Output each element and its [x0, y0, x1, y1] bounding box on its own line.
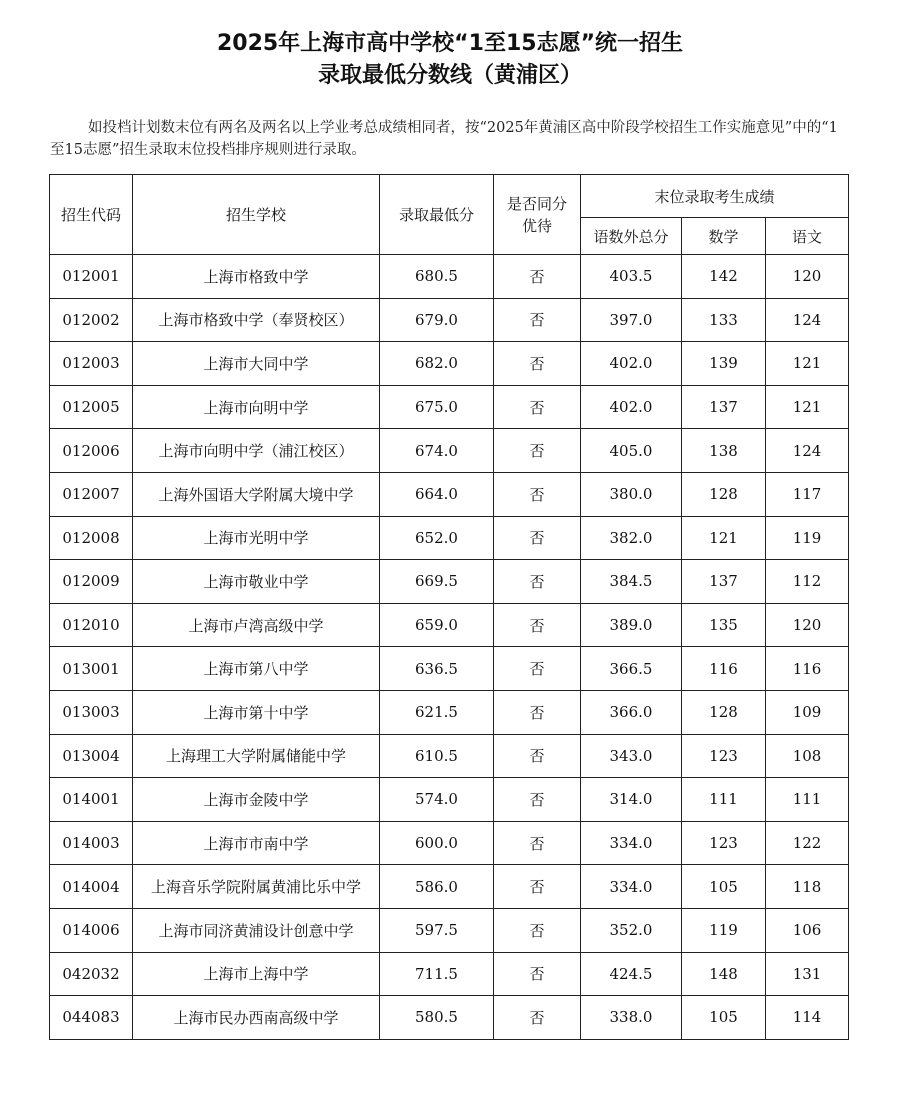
cell-school: 上海市第八中学 — [133, 647, 380, 691]
cell-code: 012007 — [50, 472, 133, 516]
cell-tie-priority: 否 — [494, 560, 581, 604]
cell-min-score: 669.5 — [380, 560, 494, 604]
cell-math: 123 — [682, 821, 766, 865]
table-row — [50, 560, 849, 604]
cell-min-score: 600.0 — [380, 821, 494, 865]
cell-min-score: 680.5 — [380, 255, 494, 299]
cell-chinese: 118 — [766, 865, 849, 909]
header-total3: 语数外总分 — [581, 218, 682, 255]
cell-chinese: 121 — [766, 342, 849, 386]
cell-code: 013004 — [50, 734, 133, 778]
table-row — [50, 385, 849, 429]
cell-math: 135 — [682, 603, 766, 647]
cell-tie-priority: 否 — [494, 778, 581, 822]
cell-code: 012010 — [50, 603, 133, 647]
cell-school: 上海音乐学院附属黄浦比乐中学 — [133, 865, 380, 909]
cell-min-score: 674.0 — [380, 429, 494, 473]
table-row — [50, 429, 849, 473]
cell-tie-priority: 否 — [494, 472, 581, 516]
cell-total3: 402.0 — [581, 342, 682, 386]
cell-tie-priority: 否 — [494, 821, 581, 865]
cell-school: 上海市光明中学 — [133, 516, 380, 560]
table-row — [50, 690, 849, 734]
cell-min-score: 636.5 — [380, 647, 494, 691]
table-row — [50, 472, 849, 516]
cell-tie-priority: 否 — [494, 734, 581, 778]
cell-min-score: 659.0 — [380, 603, 494, 647]
cell-total3: 343.0 — [581, 734, 682, 778]
cell-school: 上海市民办西南高级中学 — [133, 996, 380, 1040]
cell-total3: 366.5 — [581, 647, 682, 691]
cell-total3: 405.0 — [581, 429, 682, 473]
cell-chinese: 119 — [766, 516, 849, 560]
cell-total3: 402.0 — [581, 385, 682, 429]
header-min-score: 录取最低分 — [380, 175, 494, 255]
table-row — [50, 516, 849, 560]
cell-chinese: 106 — [766, 908, 849, 952]
admission-score-table — [49, 174, 849, 1040]
table-row — [50, 778, 849, 822]
table-row — [50, 255, 849, 299]
table-row — [50, 865, 849, 909]
cell-total3: 397.0 — [581, 298, 682, 342]
cell-min-score: 675.0 — [380, 385, 494, 429]
header-code: 招生代码 — [50, 175, 133, 255]
cell-code: 012008 — [50, 516, 133, 560]
cell-school: 上海理工大学附属储能中学 — [133, 734, 380, 778]
cell-chinese: 116 — [766, 647, 849, 691]
cell-code: 012006 — [50, 429, 133, 473]
cell-tie-priority: 否 — [494, 865, 581, 909]
cell-min-score: 574.0 — [380, 778, 494, 822]
cell-math: 105 — [682, 996, 766, 1040]
cell-code: 014006 — [50, 908, 133, 952]
cell-chinese: 117 — [766, 472, 849, 516]
cell-school: 上海市向明中学（浦江校区） — [133, 429, 380, 473]
cell-code: 012001 — [50, 255, 133, 299]
cell-tie-priority: 否 — [494, 516, 581, 560]
cell-code: 014001 — [50, 778, 133, 822]
header-chinese: 语文 — [766, 218, 849, 255]
cell-chinese: 131 — [766, 952, 849, 996]
cell-tie-priority: 否 — [494, 298, 581, 342]
cell-min-score: 711.5 — [380, 952, 494, 996]
cell-school: 上海市金陵中学 — [133, 778, 380, 822]
cell-chinese: 121 — [766, 385, 849, 429]
cell-tie-priority: 否 — [494, 908, 581, 952]
cell-code: 012002 — [50, 298, 133, 342]
cell-code: 042032 — [50, 952, 133, 996]
cell-tie-priority: 否 — [494, 690, 581, 734]
cell-math: 128 — [682, 690, 766, 734]
cell-total3: 314.0 — [581, 778, 682, 822]
cell-school: 上海市上海中学 — [133, 952, 380, 996]
table-row — [50, 603, 849, 647]
cell-chinese: 120 — [766, 255, 849, 299]
cell-chinese: 124 — [766, 429, 849, 473]
cell-math: 121 — [682, 516, 766, 560]
cell-chinese: 114 — [766, 996, 849, 1040]
cell-tie-priority: 否 — [494, 996, 581, 1040]
cell-tie-priority: 否 — [494, 342, 581, 386]
table-row — [50, 734, 849, 778]
cell-tie-priority: 否 — [494, 647, 581, 691]
cell-math: 137 — [682, 385, 766, 429]
cell-min-score: 682.0 — [380, 342, 494, 386]
cell-math: 119 — [682, 908, 766, 952]
header-math: 数学 — [682, 218, 766, 255]
cell-min-score: 679.0 — [380, 298, 494, 342]
cell-min-score: 621.5 — [380, 690, 494, 734]
table-row — [50, 821, 849, 865]
table-row — [50, 647, 849, 691]
cell-total3: 366.0 — [581, 690, 682, 734]
cell-chinese: 112 — [766, 560, 849, 604]
cell-math: 128 — [682, 472, 766, 516]
cell-school: 上海市敬业中学 — [133, 560, 380, 604]
cell-chinese: 124 — [766, 298, 849, 342]
cell-min-score: 586.0 — [380, 865, 494, 909]
cell-school: 上海外国语大学附属大境中学 — [133, 472, 380, 516]
cell-math: 123 — [682, 734, 766, 778]
cell-total3: 338.0 — [581, 996, 682, 1040]
cell-tie-priority: 否 — [494, 385, 581, 429]
cell-school: 上海市市南中学 — [133, 821, 380, 865]
cell-total3: 380.0 — [581, 472, 682, 516]
cell-total3: 384.5 — [581, 560, 682, 604]
cell-min-score: 580.5 — [380, 996, 494, 1040]
cell-school: 上海市格致中学 — [133, 255, 380, 299]
cell-math: 133 — [682, 298, 766, 342]
cell-chinese: 108 — [766, 734, 849, 778]
table-row — [50, 952, 849, 996]
cell-school: 上海市大同中学 — [133, 342, 380, 386]
cell-total3: 352.0 — [581, 908, 682, 952]
cell-code: 012003 — [50, 342, 133, 386]
cell-math: 111 — [682, 778, 766, 822]
cell-min-score: 652.0 — [380, 516, 494, 560]
table-row — [50, 996, 849, 1040]
header-school: 招生学校 — [133, 175, 380, 255]
cell-chinese: 122 — [766, 821, 849, 865]
cell-math: 139 — [682, 342, 766, 386]
cell-tie-priority: 否 — [494, 603, 581, 647]
header-last-admitted-scores: 末位录取考生成绩 — [581, 175, 849, 218]
document-title-line2: 录取最低分数线（黄浦区） — [317, 63, 582, 88]
cell-chinese: 109 — [766, 690, 849, 734]
cell-min-score: 597.5 — [380, 908, 494, 952]
cell-code: 044083 — [50, 996, 133, 1040]
cell-math: 105 — [682, 865, 766, 909]
cell-tie-priority: 否 — [494, 429, 581, 473]
table-body — [50, 255, 849, 1040]
table-row — [50, 908, 849, 952]
document-title-line1: 2025年上海市高中学校“1至15志愿”统一招生 — [216, 31, 684, 56]
cell-school: 上海市第十中学 — [133, 690, 380, 734]
cell-school: 上海市向明中学 — [133, 385, 380, 429]
cell-code: 012009 — [50, 560, 133, 604]
cell-code: 012005 — [50, 385, 133, 429]
cell-tie-priority: 否 — [494, 952, 581, 996]
cell-code: 014004 — [50, 865, 133, 909]
cell-total3: 334.0 — [581, 821, 682, 865]
header-tie-priority: 是否同分优待 — [494, 175, 581, 255]
cell-chinese: 120 — [766, 603, 849, 647]
table-row — [50, 298, 849, 342]
cell-math: 116 — [682, 647, 766, 691]
cell-total3: 382.0 — [581, 516, 682, 560]
cell-total3: 403.5 — [581, 255, 682, 299]
cell-school: 上海市格致中学（奉贤校区） — [133, 298, 380, 342]
cell-chinese: 111 — [766, 778, 849, 822]
table-row — [50, 342, 849, 386]
cell-min-score: 610.5 — [380, 734, 494, 778]
cell-math: 148 — [682, 952, 766, 996]
cell-code: 013001 — [50, 647, 133, 691]
cell-tie-priority: 否 — [494, 255, 581, 299]
cell-total3: 424.5 — [581, 952, 682, 996]
cell-math: 137 — [682, 560, 766, 604]
admission-note: 如投档计划数末位有两名及两名以上学业考总成绩相同者，按“2025年黄浦区高中阶段学校招生工作实施意见”中的“1至15志愿”招生录取末位投档排序规则进行录取。 — [50, 120, 838, 158]
cell-school: 上海市卢湾高级中学 — [133, 603, 380, 647]
cell-code: 014003 — [50, 821, 133, 865]
cell-total3: 334.0 — [581, 865, 682, 909]
cell-code: 013003 — [50, 690, 133, 734]
cell-min-score: 664.0 — [380, 472, 494, 516]
cell-math: 142 — [682, 255, 766, 299]
cell-total3: 389.0 — [581, 603, 682, 647]
cell-school: 上海市同济黄浦设计创意中学 — [133, 908, 380, 952]
cell-math: 138 — [682, 429, 766, 473]
